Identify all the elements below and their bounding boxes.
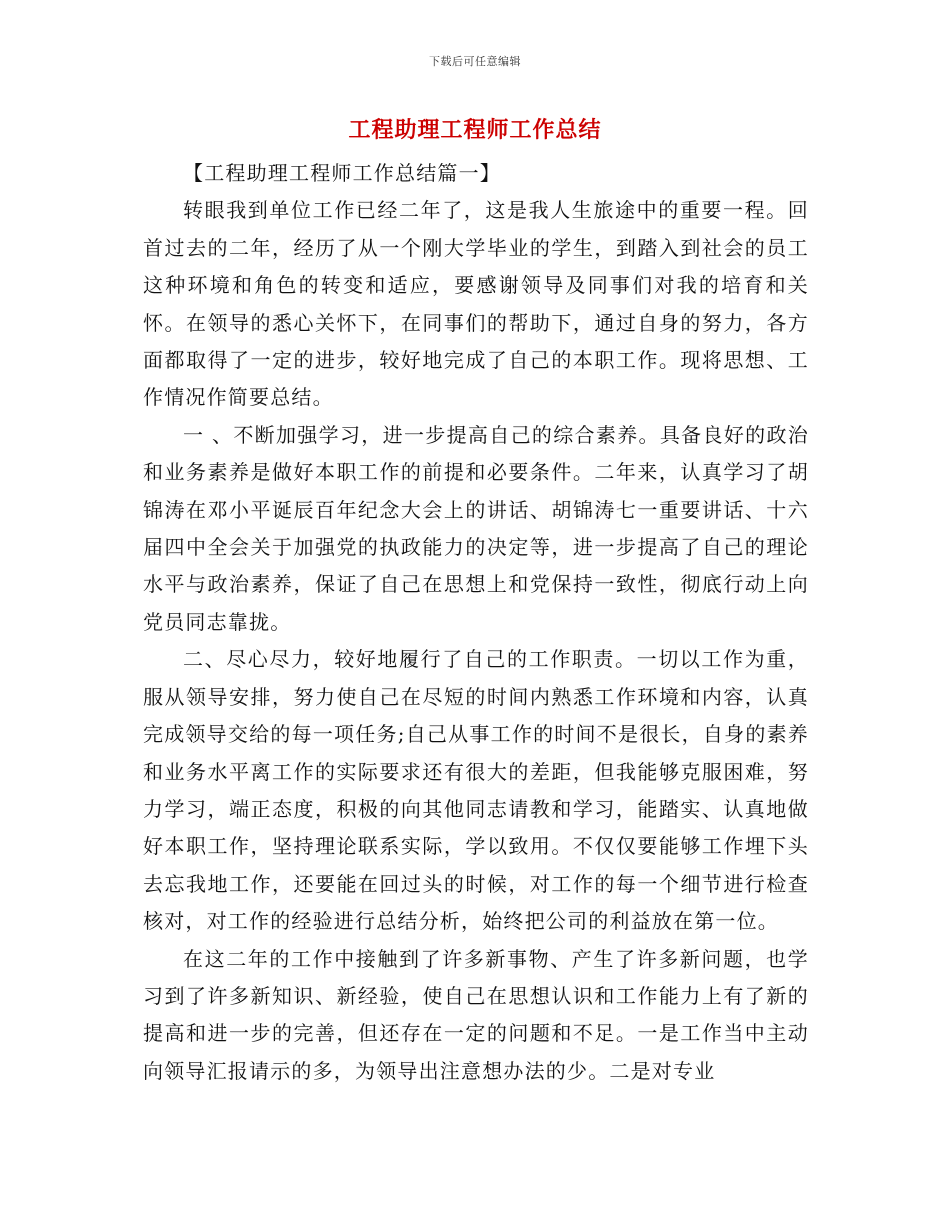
section-heading: 【工程助理工程师工作总结篇一】 [183,161,501,185]
download-note: 下载后可任意编辑 [429,55,521,68]
paragraph-problems: 在这二年的工作中接触到了许多新事物、产生了许多新问题，也学习到了许多新知识、新经验，使自己在思想认识和工作能力上有了新的提高和进一步的完善，但还存在一定的问题和不足。一是工作当中主动向领导汇报请示的多，为领导出注意想办法的少。二是对专业 [143,946,809,1083]
document-body [143,155,809,1090]
paragraph-duties: 二、尽心尽力，较好地履行了自己的工作职责。一切以工作为重，服从领导安排，努力使自己在尽短的时间内熟悉工作环境和内容，认真完成领导交给的每一项任务;自己从事工作的时间不是很长，自身的素养和业务水平离工作的实际要求还有很大的差距，但我能够克服困难，努力学习，端正态度，积极的向其他同志请教和学习，能踏实、认真地做好本职工作，坚持理论联系实际，学以致用。不仅仅要能够工作埋下头去忘我地工作，还要能在回过头的时候，对工作的每一个细节进行检查核对，对工作的经验进行总结分析，始终把公司的利益放在第一位。 [143,647,809,934]
document-title: 工程助理工程师工作总结 [348,117,602,143]
paragraph-intro: 转眼我到单位工作已经二年了，这是我人生旅途中的重要一程。回首过去的二年，经历了从一个刚大学毕业的学生，到踏入到社会的员工这种环境和角色的转变和适应，要感谢领导及同事们对我的培育和关怀。在领导的悉心关怀下，在同事们的帮助下，通过自身的努力，各方面都取得了一定的进步，较好地完成了自己的本职工作。现将思想、工作情况作简要总结。 [143,198,809,410]
paragraph-study: 一 、不断加强学习，进一步提高自己的综合素养。具备良好的政治和业务素养是做好本职工作的前提和必要条件。二年来，认真学习了胡锦涛在邓小平诞辰百年纪念大会上的讲话、胡锦涛七一重要讲话、十六届四中全会关于加强党的执政能力的决定等，进一步提高了自己的理论水平与政治素养，保证了自己在思想上和党保持一致性，彻底行动上向党员同志靠拢。 [143,422,809,634]
